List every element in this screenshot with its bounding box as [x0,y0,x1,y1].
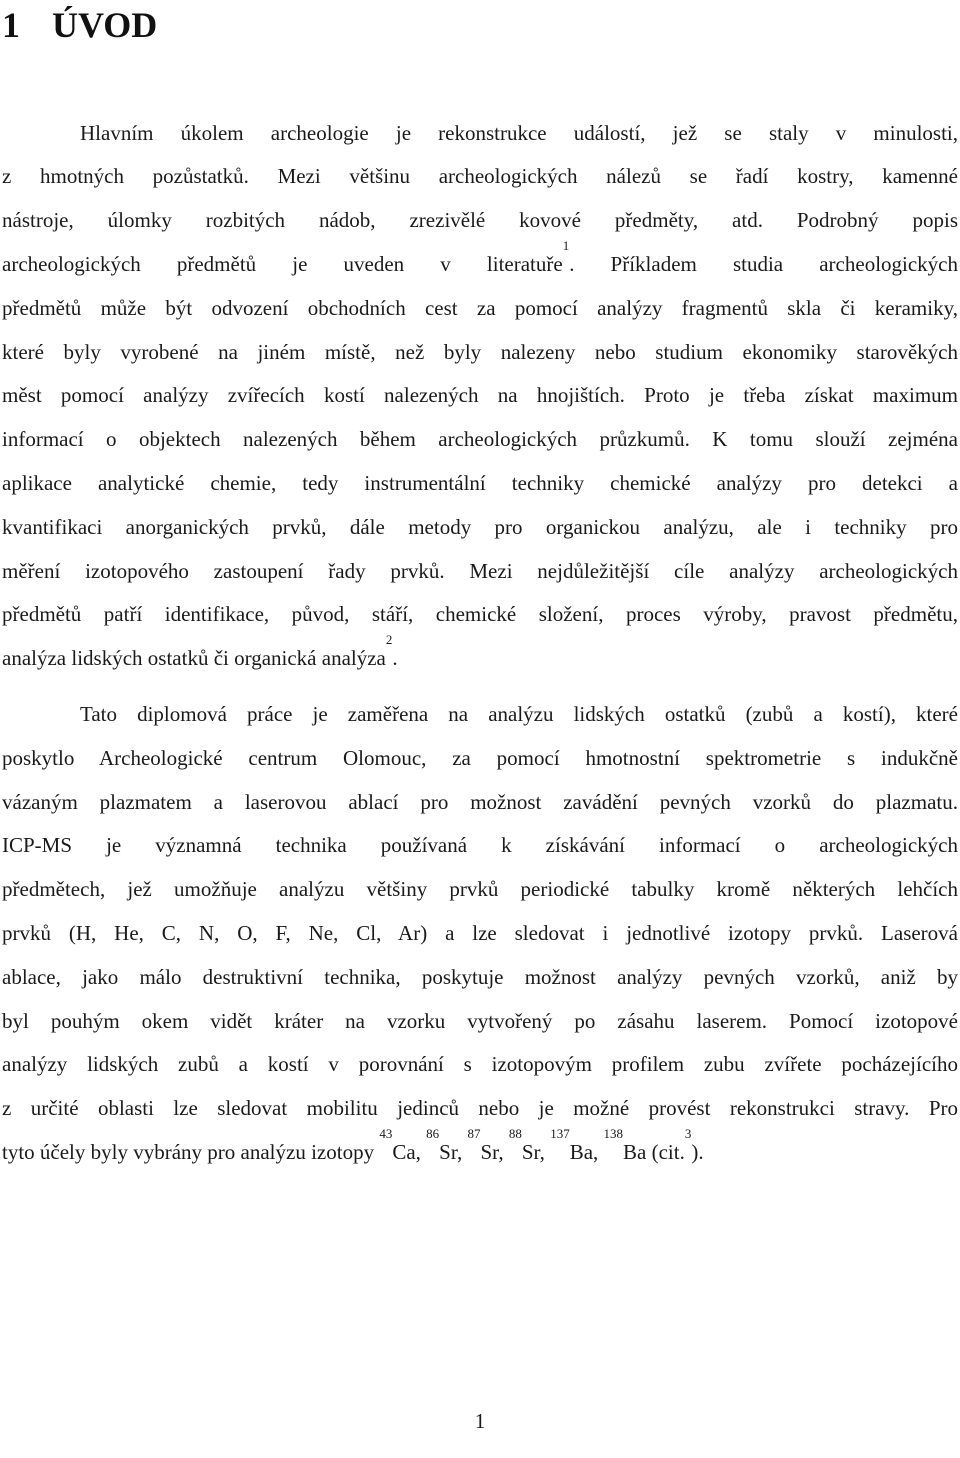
text-segment: ). [691,1140,704,1164]
paragraph-line: Tato diplomová práce je zaměřena na analýzu lidských ostatků (zubů a kostí), které [80,702,958,726]
paragraph-line: které byly vyrobené na jiném místě, než byly nalezeny nebo studium ekonomiky starověkých [2,340,958,364]
isotope-mass: 86 [426,1126,440,1141]
paragraph-line: ICP-MS je významná technika používaná k získávání informací o archeologických [2,833,958,857]
isotope-mass: 138 [603,1126,624,1141]
paragraph-line: aplikace analytické chemie, tedy instrumentální techniky chemické analýzy pro detekci a [2,471,958,495]
paragraph-line: z hmotných pozůstatků. Mezi většinu archeologických nálezů se řadí kostry, kamenné [2,164,958,188]
text-segment: Sr, [439,1140,468,1164]
paragraph-line [2,238,958,277]
paragraph-line: informací o objektech nalezených během archeologických průzkumů. K tomu slouží zejména [2,427,958,451]
paragraph-line: předmětech, jež umožňuje analýzu většiny prvků periodické tabulky kromě některých lehčích [2,877,958,901]
paragraph-line [2,1126,958,1165]
citation-ref: 2 [385,632,393,647]
citation-ref: 3 [684,1126,692,1141]
isotope-mass: 43 [379,1126,393,1141]
citation-ref: 1 [562,238,570,253]
paragraph-line: prvků (H, He, C, N, O, F, Ne, Cl, Ar) a lze sledovat i jednotlivé izotopy prvků. Laserová [2,921,958,945]
text-segment: Ca, [392,1140,427,1164]
text-segment: tyto účely byly vybrány pro analýzu izotopy [2,1140,380,1164]
paragraph-line: předmětů může být odvození obchodních cest za pomocí analýzy fragmentů skla či keramiky, [2,296,958,320]
text-segment: analýza lidských ostatků či organická analýza [2,646,386,670]
paragraph-line: nástroje, úlomky rozbitých nádob, zrezivělé kovové předměty, atd. Podrobný popis [2,208,958,232]
page-number: 1 [474,1409,486,1433]
chapter-title: ÚVOD [52,5,158,45]
text-segment: . [392,646,398,670]
paragraph-line: kvantifikaci anorganických prvků, dále metody pro organickou analýzu, ale i techniky pro [2,515,958,539]
text-segment: Sr, [480,1140,509,1164]
paragraph-line: měření izotopového zastoupení řady prvků. Mezi nejdůležitější cíle analýzy archeologických [2,559,958,583]
chapter-number: 1 [2,5,20,45]
paragraph-line: měst pomocí analýzy zvířecích kostí nalezených na hnojištích. Proto je třeba získat maximum [2,383,958,407]
paragraph-line: byl pouhým okem vidět kráter na vzorku vytvořený po zásahu laserem. Pomocí izotopové [2,1009,958,1033]
text-segment: . Příkladem studia archeologických [569,252,958,276]
paragraph-line: z určité oblasti lze sledovat mobilitu jedinců nebo je možné provést rekonstrukci stravy. Pro [2,1096,958,1120]
text-segment: Ba (cit. [623,1140,685,1164]
paragraph-line: vázaným plazmatem a laserovou ablací pro možnost zavádění pevných vzorků do plazmatu. [2,790,958,814]
paragraph-line: předmětů patří identifikace, původ, stáří, chemické složení, proces výroby, pravost předmětu, [2,602,958,626]
text-segment: Sr, [521,1140,551,1164]
isotope-mass: 137 [550,1126,570,1141]
paragraph-line: Hlavním úkolem archeologie je rekonstrukce událostí, jež se staly v minulosti, [80,121,958,145]
paragraph-line: analýzy lidských zubů a kostí v porovnání s izotopovým profilem zubu zvířete pocházejícího [2,1052,958,1076]
chapter-heading [2,0,157,50]
paragraph-line: ablace, jako málo destruktivní technika, poskytuje možnost analýzy pevných vzorků, aniž by [2,965,958,989]
paragraph-line: poskytlo Archeologické centrum Olomouc, za pomocí hmotnostní spektrometrie s indukčně [2,746,958,770]
paragraph-line [2,632,958,671]
text-segment: Ba, [569,1140,604,1164]
isotope-mass: 88 [508,1126,522,1141]
isotope-mass: 87 [467,1126,481,1141]
text-segment: archeologických předmětů je uveden v literatuře [2,252,563,276]
